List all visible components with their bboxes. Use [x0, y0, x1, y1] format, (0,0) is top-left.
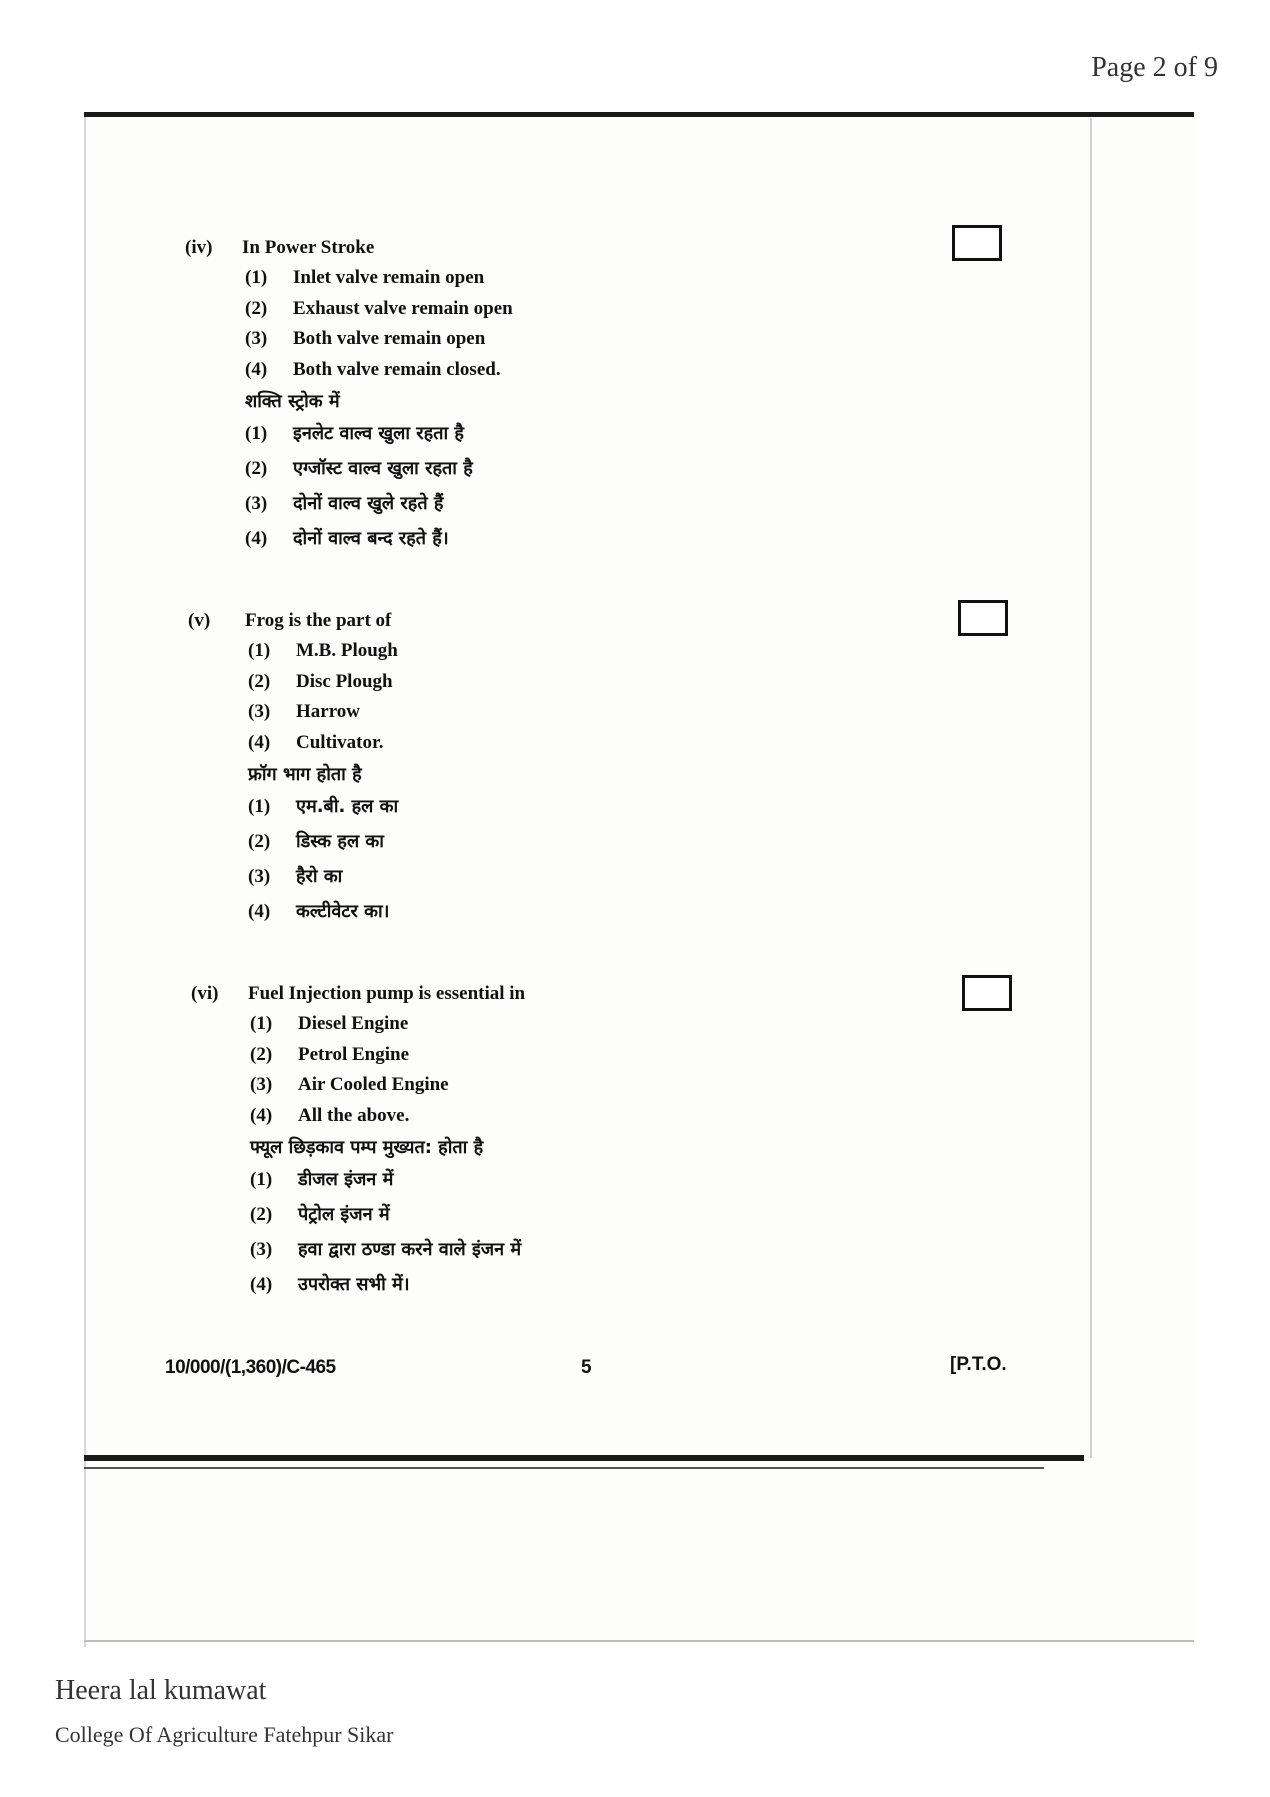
scan-lower-border: [84, 1640, 1194, 1642]
options-list: [248, 640, 398, 934]
option-1: (1) M.B. Plough: [248, 640, 398, 661]
answer-box-vi[interactable]: [962, 975, 1012, 1011]
pto-label: [P.T.O.: [950, 1354, 1007, 1375]
option-3: (3) Harrow: [248, 701, 361, 722]
question-number: (iv): [185, 237, 213, 258]
option-1: (1) Diesel Engine: [250, 1013, 409, 1034]
hindi-stem: फ्यूल छिड़काव पम्प मुख्यत: होता है: [250, 1137, 484, 1158]
hindi-option-1: (1) एम.बी. हल का: [248, 796, 399, 817]
option-3: (3) Air Cooled Engine: [250, 1074, 449, 1095]
hindi-option-4: (4) उपरोक्त सभी में।: [250, 1274, 410, 1295]
hindi-option-2: (2) डिस्क हल का: [248, 831, 384, 852]
hindi-option-2: (2) एग्जॉस्ट वाल्व खुला रहता है: [245, 458, 473, 479]
option-2: (2) Exhaust valve remain open: [245, 297, 513, 319]
option-4: (4) Cultivator.: [248, 731, 384, 753]
question-number: (vi): [191, 983, 219, 1004]
answer-box-v[interactable]: [958, 600, 1008, 636]
option-3: (3) Both valve remain open: [245, 328, 486, 349]
hindi-option-3: (3) हवा द्वारा ठण्डा करने वाले इंजन में: [250, 1239, 522, 1260]
author-name: Heera lal kumawat: [55, 1675, 267, 1706]
hindi-stem: शक्ति स्ट्रोक में: [245, 391, 340, 412]
question-stem: Fuel Injection pump is essential in: [248, 983, 526, 1004]
scan-bottom-edge: [84, 1455, 1084, 1461]
hindi-option-1: (1) डीजल इंजन में: [250, 1169, 394, 1190]
hindi-option-4: (4) दोनों वाल्व बन्द रहते हैं।: [245, 528, 449, 549]
question-number: (v): [188, 610, 211, 631]
hindi-option-3: (3) हैरो का: [248, 866, 343, 887]
hindi-option-2: (2) पेट्रोल इंजन में: [250, 1204, 390, 1225]
scan-top-edge: [84, 112, 1194, 117]
option-2: (2) Petrol Engine: [250, 1043, 410, 1065]
hindi-option-4: (4) कल्टीवेटर का।: [248, 901, 390, 922]
hindi-option-3: (3) दोनों वाल्व खुले रहते हैं: [245, 493, 444, 514]
page-label: Page 2 of 9: [1091, 52, 1218, 83]
answer-box-iv[interactable]: [952, 225, 1002, 261]
scan-page-number: 5: [581, 1357, 592, 1378]
option-2: (2) Disc Plough: [248, 670, 393, 692]
scan-bottom-edge-line: [84, 1467, 1044, 1469]
paper-code: 10/000/(1,360)/C-465: [165, 1357, 336, 1378]
question-stem: Frog is the part of: [245, 610, 392, 631]
options-list: [250, 1013, 521, 1307]
option-4: (4) Both valve remain closed.: [245, 358, 501, 380]
option-4: (4) All the above.: [250, 1104, 410, 1126]
hindi-stem: फ्रॉग भाग होता है: [248, 764, 362, 785]
college-name: College Of Agriculture Fatehpur Sikar: [55, 1722, 394, 1747]
options-list: [245, 267, 513, 561]
scan-right-edge: [1090, 118, 1092, 1458]
option-1: (1) Inlet valve remain open: [245, 267, 485, 288]
question-stem: In Power Stroke: [242, 237, 375, 258]
hindi-option-1: (1) इनलेट वाल्व खुला रहता है: [245, 423, 464, 444]
